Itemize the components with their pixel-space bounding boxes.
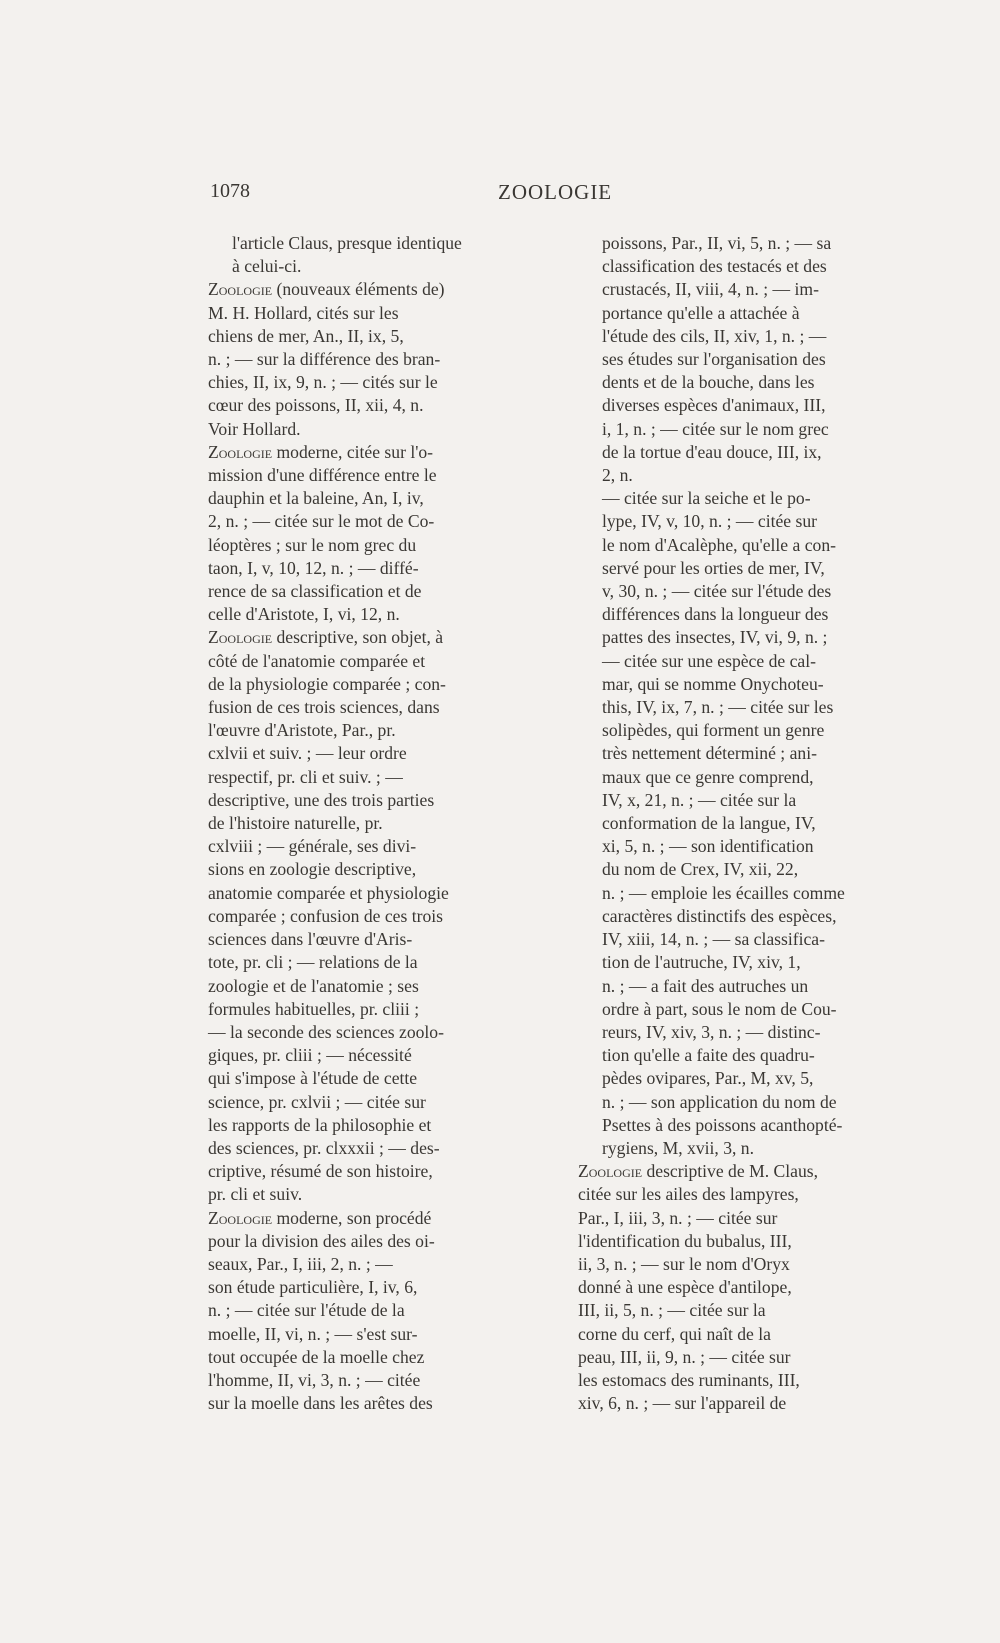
entry-line: ses études sur l'organisation des	[602, 349, 826, 370]
entry-line: de la tortue d'eau douce, III, ix,	[602, 441, 822, 462]
entry-line: son étude particulière, I, iv, 6,	[208, 1277, 418, 1298]
entry-line: l'étude des cils, II, xiv, 1, n. ; —	[602, 325, 827, 346]
entry-line: classification des testacés et des	[602, 256, 827, 277]
page-number: 1078	[210, 180, 250, 202]
entry-line: fusion de ces trois sciences, dans	[208, 697, 440, 718]
entry-line: cxlviii ; — générale, ses divi-	[208, 836, 417, 857]
entry-line: — citée sur la seiche et le po-	[602, 488, 811, 509]
entry-line: des sciences, pr. clxxxii ; — des-	[208, 1137, 440, 1158]
entry-line: Zoologie descriptive, son objet, à	[208, 627, 444, 648]
entry-line: criptive, résumé de son histoire,	[208, 1161, 433, 1182]
entry-line: tion qu'elle a faite des quadru-	[602, 1045, 815, 1066]
entry-line: — citée sur une espèce de cal-	[602, 650, 816, 671]
entry-line: giques, pr. cliii ; — nécessité	[208, 1045, 412, 1066]
entry-line: — la seconde des sciences zoolo-	[208, 1021, 444, 1042]
entry-line: Psettes à des poissons acanthopté-	[602, 1114, 843, 1135]
entry-line: Zoologie moderne, citée sur l'o-	[208, 441, 434, 462]
entry-line: reurs, IV, xiv, 3, n. ; — distinc-	[602, 1021, 821, 1042]
entry-line: le nom d'Acalèphe, qu'elle a con-	[602, 534, 836, 555]
entry-line: ii, 3, n. ; — sur le nom d'Oryx	[578, 1253, 790, 1274]
entry-line: formules habituelles, pr. cliii ;	[208, 998, 420, 1019]
entry-line: citée sur les ailes des lampyres,	[578, 1184, 799, 1205]
entry-line: this, IV, ix, 7, n. ; — citée sur les	[602, 697, 834, 718]
entry-line: zoologie et de l'anatomie ; ses	[208, 975, 419, 996]
entry-line: anatomie comparée et physiologie	[208, 882, 449, 903]
entry-headword: Zoologie	[208, 1207, 273, 1228]
entry-line: chiens de mer, An., II, ix, 5,	[208, 325, 404, 346]
entry-line: léoptères ; sur le nom grec du	[208, 534, 417, 555]
entry-line: ordre à part, sous le nom de Cou-	[602, 998, 837, 1019]
entry-line: seaux, Par., I, iii, 2, n. ; —	[208, 1253, 393, 1274]
entry-line: cœur des poissons, II, xii, 4, n.	[208, 395, 424, 416]
entry-line: n. ; — emploie les écailles comme	[602, 882, 845, 903]
entry-line: M. H. Hollard, cités sur les	[208, 302, 399, 323]
entry-line: sur la moelle dans les arêtes des	[208, 1393, 433, 1414]
entry-line: pattes des insectes, IV, vi, 9, n. ;	[602, 627, 828, 648]
entry-line: donné à une espèce d'antilope,	[578, 1277, 792, 1298]
entry-line: conformation de la langue, IV,	[602, 813, 816, 834]
entry-line: taon, I, v, 10, 12, n. ; — diffé-	[208, 557, 419, 578]
running-title: ZOOLOGIE	[498, 180, 613, 204]
entry-line: lype, IV, v, 10, n. ; — citée sur	[602, 511, 817, 532]
entry-line: 2, n.	[602, 465, 633, 486]
entry-line: tion de l'autruche, IV, xiv, 1,	[602, 952, 801, 973]
entry-line: cxlvii et suiv. ; — leur ordre	[208, 743, 407, 764]
entry-line: respectif, pr. cli et suiv. ; —	[208, 766, 403, 787]
index-entry	[208, 441, 520, 627]
entry-line: pr. cli et suiv.	[208, 1184, 303, 1205]
entry-line: moelle, II, vi, n. ; — s'est sur-	[208, 1323, 418, 1344]
entry-line: dents et de la bouche, dans les	[602, 372, 815, 393]
entry-line: Zoologie moderne, son procédé	[208, 1207, 432, 1228]
entry-line: rence de sa classification et de	[208, 581, 422, 602]
entry-line: n. ; — sur la différence des bran-	[208, 349, 441, 370]
entry-line: IV, xiii, 14, n. ; — sa classifica-	[602, 929, 825, 950]
entry-line: Zoologie (nouveaux éléments de)	[208, 279, 445, 300]
entry-line: rygiens, M, xvii, 3, n.	[602, 1137, 754, 1158]
entry-line: Par., I, iii, 3, n. ; — citée sur	[578, 1207, 778, 1228]
entry-line: tout occupée de la moelle chez	[208, 1346, 425, 1367]
right-column	[578, 232, 896, 1415]
entry-line: n. ; — a fait des autruches un	[602, 975, 809, 996]
entry-line: III, ii, 5, n. ; — citée sur la	[578, 1300, 766, 1321]
entry-line: à celui-ci.	[232, 256, 302, 277]
entry-line: les estomacs des ruminants, III,	[578, 1369, 800, 1390]
index-entry	[208, 278, 520, 440]
entry-line: pèdes ovipares, Par., M, xv, 5,	[602, 1068, 814, 1089]
index-entry	[578, 1160, 896, 1415]
entry-line: maux que ce genre comprend,	[602, 766, 814, 787]
entry-headword: Zoologie	[208, 627, 273, 648]
entry-line: Voir Hollard.	[208, 418, 301, 439]
entry-line: sions en zoologie descriptive,	[208, 859, 417, 880]
entry-line: différences dans la longueur des	[602, 604, 829, 625]
entry-line: qui s'impose à l'étude de cette	[208, 1068, 418, 1089]
entry-line: crustacés, II, viii, 4, n. ; — im-	[602, 279, 819, 300]
entry-line: xiv, 6, n. ; — sur l'appareil de	[578, 1393, 787, 1414]
entry-line: l'homme, II, vi, 3, n. ; — citée	[208, 1369, 421, 1390]
entry-line: science, pr. cxlvii ; — citée sur	[208, 1091, 426, 1112]
entry-line: les rapports de la philosophie et	[208, 1114, 432, 1135]
entry-line: n. ; — son application du nom de	[602, 1091, 837, 1112]
entry-line: v, 30, n. ; — citée sur l'étude des	[602, 581, 832, 602]
entry-line: solipèdes, qui forment un genre	[602, 720, 825, 741]
left-column	[208, 232, 520, 1415]
entry-line: Zoologie descriptive de M. Claus,	[578, 1161, 818, 1182]
entry-line: côté de l'anatomie comparée et	[208, 650, 426, 671]
entry-line: IV, x, 21, n. ; — citée sur la	[602, 789, 797, 810]
entry-line: chies, II, ix, 9, n. ; — cités sur le	[208, 372, 438, 393]
entry-line: 2, n. ; — citée sur le mot de Co-	[208, 511, 435, 532]
entry-line: dauphin et la baleine, An, I, iv,	[208, 488, 424, 509]
entry-line: celle d'Aristote, I, vi, 12, n.	[208, 604, 400, 625]
entry-line: du nom de Crex, IV, xii, 22,	[602, 859, 799, 880]
entry-line: i, 1, n. ; — citée sur le nom grec	[602, 418, 829, 439]
entry-line: pour la division des ailes des oi-	[208, 1230, 435, 1251]
running-header	[210, 180, 890, 210]
index-entry	[578, 487, 896, 1160]
entry-line: très nettement déterminé ; ani-	[602, 743, 817, 764]
entry-line: caractères distinctifs des espèces,	[602, 905, 837, 926]
entry-line: de la physiologie comparée ; con-	[208, 673, 446, 694]
entry-line: diverses espèces d'animaux, III,	[602, 395, 826, 416]
entry-line: poissons, Par., II, vi, 5, n. ; — sa	[602, 233, 832, 253]
entry-headword: Zoologie	[578, 1161, 643, 1182]
index-entry	[208, 232, 520, 278]
entry-line: sciences dans l'œuvre d'Aris-	[208, 929, 413, 950]
entry-line: xi, 5, n. ; — son identification	[602, 836, 814, 857]
entry-line: l'article Claus, presque identique	[232, 233, 462, 253]
entry-line: de l'histoire naturelle, pr.	[208, 813, 383, 834]
entry-headword: Zoologie	[208, 279, 273, 300]
entry-line: tote, pr. cli ; — relations de la	[208, 952, 418, 973]
index-entry	[208, 626, 520, 1206]
entry-line: descriptive, une des trois parties	[208, 789, 435, 810]
entry-line: portance qu'elle a attachée à	[602, 302, 800, 323]
entry-line: l'œuvre d'Aristote, Par., pr.	[208, 720, 396, 741]
entry-headword: Zoologie	[208, 441, 273, 462]
index-entry	[208, 1207, 520, 1416]
entry-line: mar, qui se nomme Onychoteu-	[602, 673, 824, 694]
entry-line: peau, III, ii, 9, n. ; — citée sur	[578, 1346, 791, 1367]
entry-line: corne du cerf, qui naît de la	[578, 1323, 771, 1344]
index-entry	[578, 232, 896, 487]
entry-line: servé pour les orties de mer, IV,	[602, 557, 825, 578]
entry-line: l'identification du bubalus, III,	[578, 1230, 792, 1251]
entry-line: comparée ; confusion de ces trois	[208, 905, 443, 926]
entry-line: mission d'une différence entre le	[208, 465, 437, 486]
entry-line: n. ; — citée sur l'étude de la	[208, 1300, 405, 1321]
